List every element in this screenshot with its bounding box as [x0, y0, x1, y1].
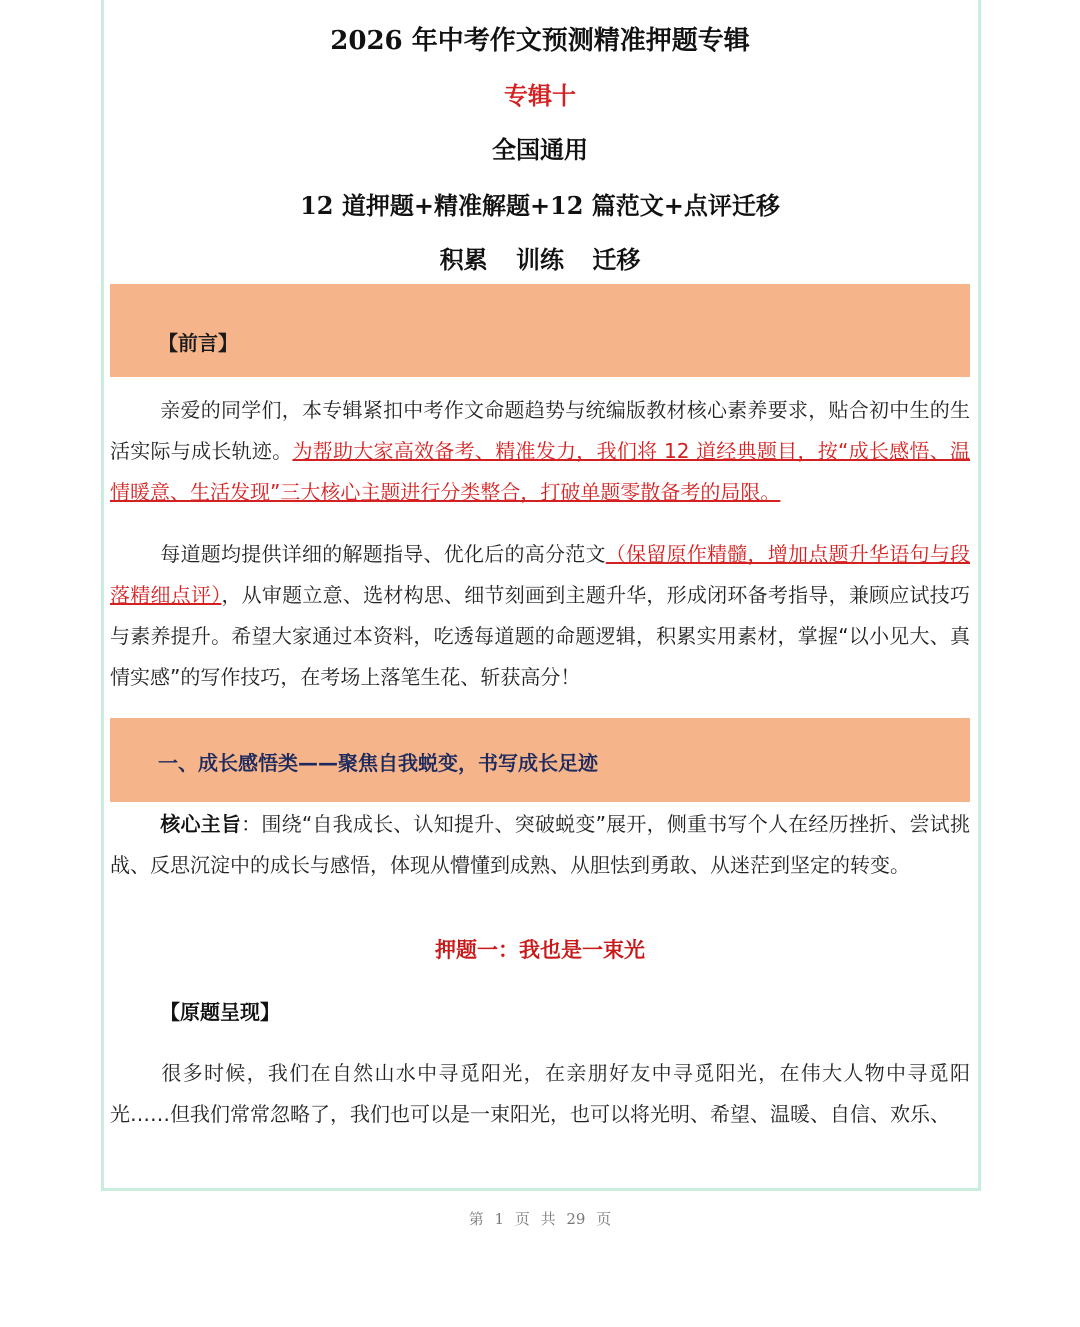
core-theme-label: 核心主旨	[160, 812, 242, 836]
preface-banner	[110, 284, 970, 377]
tagline: 积累 训练 迁移	[439, 246, 641, 274]
preface-p2-start: 每道题均提供详细的解题指导、优化后的高分范文	[160, 542, 606, 566]
original-question-heading: 【原题呈现】	[160, 1000, 280, 1024]
preface-p2-highlight: （保留原作精髓，增加点题升华语句与段落精细点评）	[110, 542, 970, 607]
page-number: 第 1 页 共 29 页	[468, 1210, 612, 1228]
contents-summary: 12 道押题+精准解题+12 篇范文+点评迁移	[300, 191, 780, 220]
core-theme-text: ：围绕“自我成长、认知提升、突破蜕变”展开，侧重书写个人在经历挫折、尝试挑战、反思沉淀中的成长与感悟，体现从懵懂到成熟、从胆怯到勇敢、从迷茫到坚定的转变。	[110, 812, 970, 877]
section1-heading: 一、成长感悟类——聚焦自我蜕变，书写成长足迹	[158, 751, 598, 775]
scope-label: 全国通用	[492, 136, 588, 164]
original-question-text: 很多时候，我们在自然山水中寻觅阳光，在亲朋好友中寻觅阳光，在伟大人物中寻觅阳光……但我们常常忽略了，我们也可以是一束阳光，也可以将光明、希望、温暖、自信、欢乐、	[110, 1061, 970, 1126]
preface-p1-highlight: 为帮助大家高效备考、精准发力，我们将 12 道经典题目，按“成长感悟、温情暖意、生活发现”三大核心主题进行分类整合，打破单题零散备考的局限。	[110, 439, 971, 504]
preface-p1-text: 亲爱的同学们，本专辑紧扣中考作文命题趋势与统编版教材核心素养要求，贴合初中生的生活实际与成长轨迹。	[110, 398, 970, 463]
original-question-paragraph	[110, 1053, 970, 1135]
preface-paragraph-2	[110, 534, 970, 698]
document-title: 2026 年中考作文预测精准押题专辑	[330, 26, 750, 56]
preface-p2-end: ，从审题立意、选材构思、细节刻画到主题升华，形成闭环备考指导，兼顾应试技巧与素养提升。希望大家通过本资料，吃透每道题的命题逻辑，积累实用素材，掌握“以小见大、真情实感”的写作技巧，在考场上落笔生花、斩获高分！	[110, 583, 971, 689]
preface-heading: 【前言】	[158, 331, 238, 355]
core-theme-paragraph	[110, 804, 970, 886]
topic-title: 押题一：我也是一束光	[435, 938, 645, 962]
preface-paragraph-1	[110, 390, 970, 513]
album-number: 专辑十	[504, 82, 576, 110]
